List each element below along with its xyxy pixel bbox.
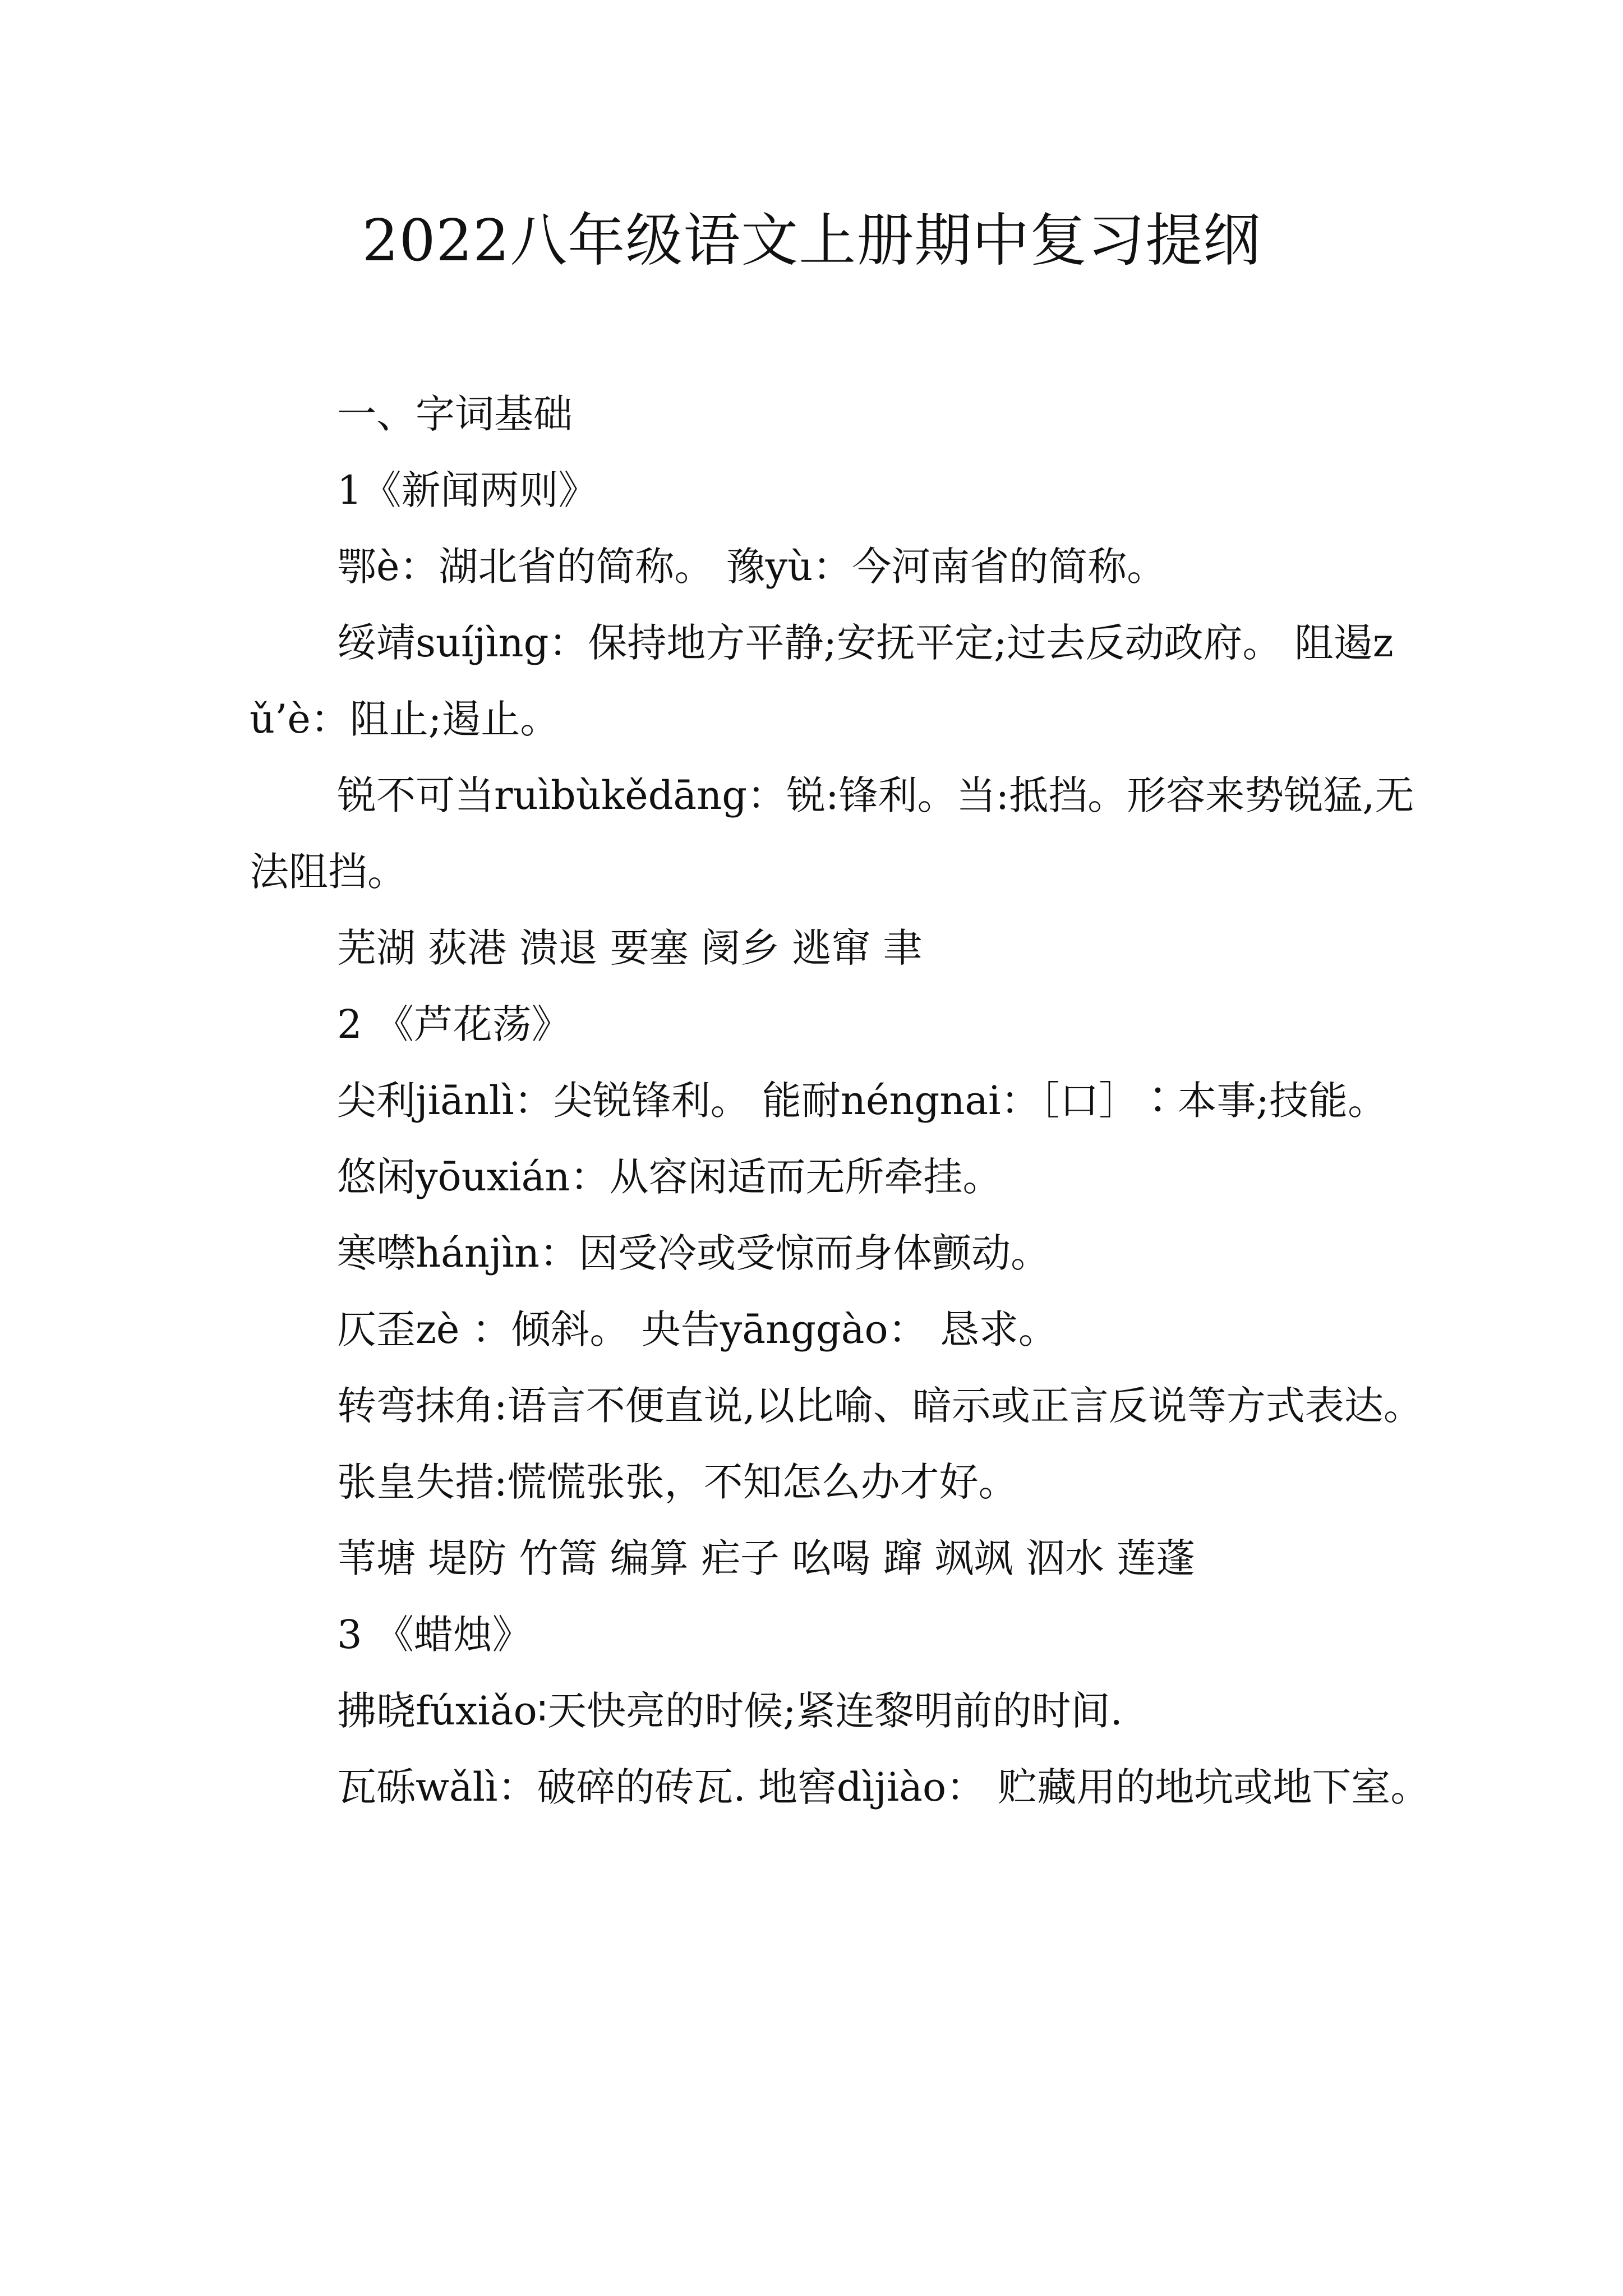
document-body — [250, 376, 1433, 1825]
lesson-heading: 2 《芦花荡》 — [337, 1001, 571, 1047]
section-heading: 一、字词基础 — [337, 391, 573, 437]
vocab-entry: 转弯抹角:语言不便直说,以比喻、暗示或正言反说等方式表达。 — [337, 1383, 1423, 1429]
word-list: 苇塘 堤防 竹篙 编算 疟子 吆喝 蹿 飒飒 泅水 莲蓬 — [337, 1535, 1196, 1581]
vocab-entry: 寒噤hánjìn：因受冷或受惊而身体颤动。 — [337, 1230, 1050, 1276]
vocab-entry: 尖利jiānlì：尖锐锋利。 能耐néngnai：［口］∶本事;技能。 — [337, 1078, 1387, 1124]
word-list: 芜湖 荻港 溃退 要塞 阌乡 逃窜 聿 — [337, 925, 923, 971]
vocab-entry: 拂晓fúxiǎo∶天快亮的时候;紧连黎明前的时间. — [337, 1688, 1123, 1734]
vocab-entry: 瓦砾wǎlì：破碎的砖瓦. 地窖dìjiào： 贮藏用的地坑或地下室。 — [337, 1764, 1430, 1810]
vocab-entry: 绥靖suíjìng：保持地方平静;安抚平定;过去反动政府。 阻遏zǔ’è：阻止;遏止。 — [250, 620, 1394, 742]
vocab-entry: 悠闲yōuxián：从容闲适而无所牵挂。 — [337, 1154, 1002, 1200]
vocab-entry: 鄂è：湖北省的简称。 豫yù：今河南省的简称。 — [337, 544, 1166, 590]
vocab-entry: 锐不可当ruìbùkědāng：锐:锋利。当:抵挡。形容来势锐猛,无法阻挡。 — [250, 772, 1414, 895]
lesson-heading: 3 《蜡烛》 — [337, 1612, 532, 1658]
document-title: 2022八年级语文上册期中复习提纲 — [362, 208, 1261, 274]
vocab-entry: 仄歪zè ：倾斜。 央告yānggào： 恳求。 — [337, 1306, 1058, 1352]
vocab-entry: 张皇失措:慌慌张张，不知怎么办才好。 — [337, 1459, 1018, 1505]
lesson-heading: 1《新闻两则》 — [337, 467, 598, 513]
